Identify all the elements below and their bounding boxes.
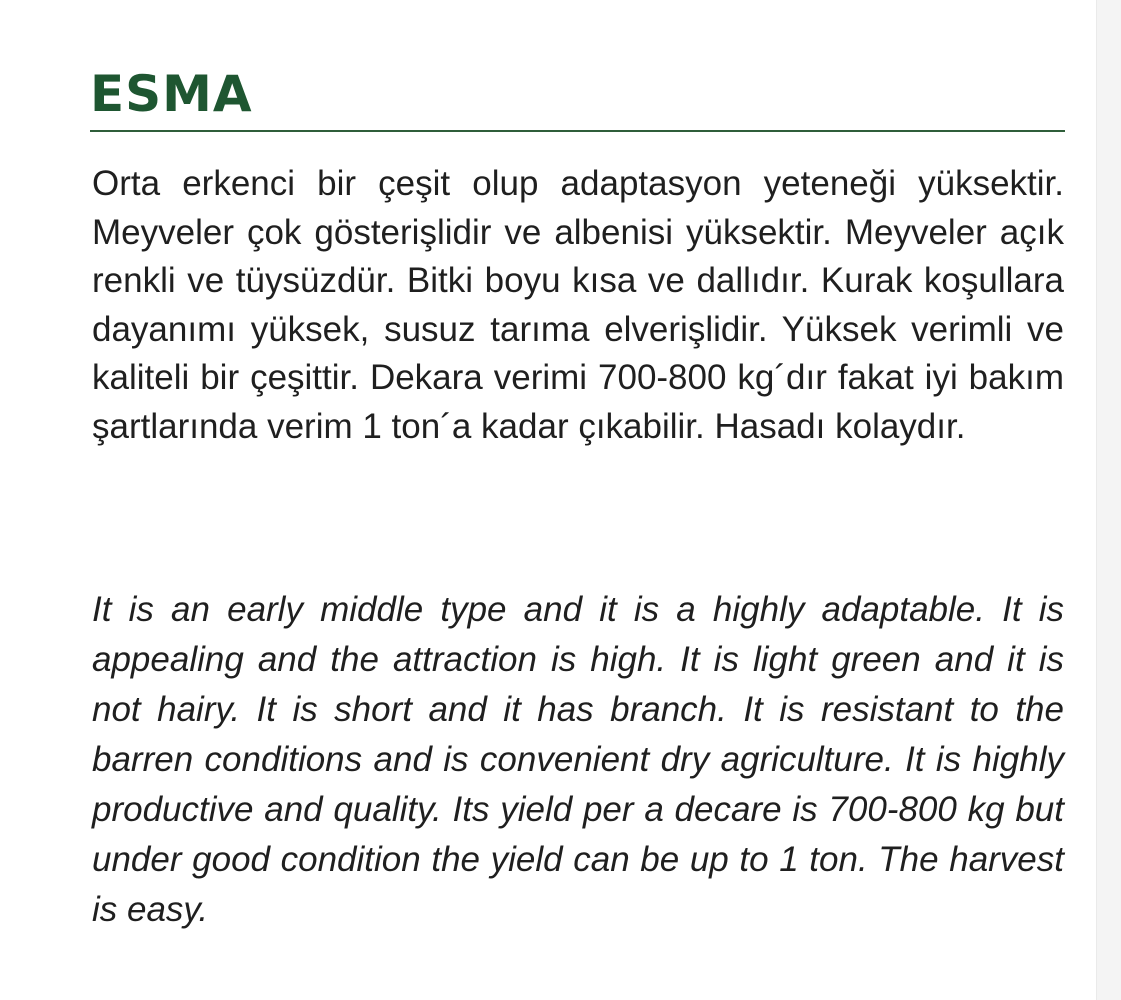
- page-edge: [1096, 0, 1121, 1000]
- title-divider: [90, 130, 1065, 132]
- description-turkish: Orta erkenci bir çeşit olup adaptasyon yeteneği yüksektir. Meyveler çok gösterişlidir ve albenisi yüksektir. Meyveler açık renkli ve tüysüzdür. Bitki boyu kısa ve dallıdır. Kurak koşullara dayanımı yüksek, susuz tarıma elverişlidir. Yüksek verimli ve kaliteli bir çeşittir. Dekara verimi 700-800 kg´dır fakat iyi bakım şartlarında verim 1 ton´a kadar çıkabilir. Hasadı kolaydır.: [92, 164, 1064, 446]
- page-title: ESMA: [90, 65, 253, 123]
- description-english: It is an early middle type and it is a highly adaptable. It is appealing and the attraction is high. It is light green and it is not hairy. It is short and it has branch. It is resistant to the barren conditions and is convenient dry agriculture. It is highly productive and quality. Its yield per a decare is 700-800 kg but under good condition the yield can be up to 1 ton. The harvest is easy.: [92, 590, 1064, 929]
